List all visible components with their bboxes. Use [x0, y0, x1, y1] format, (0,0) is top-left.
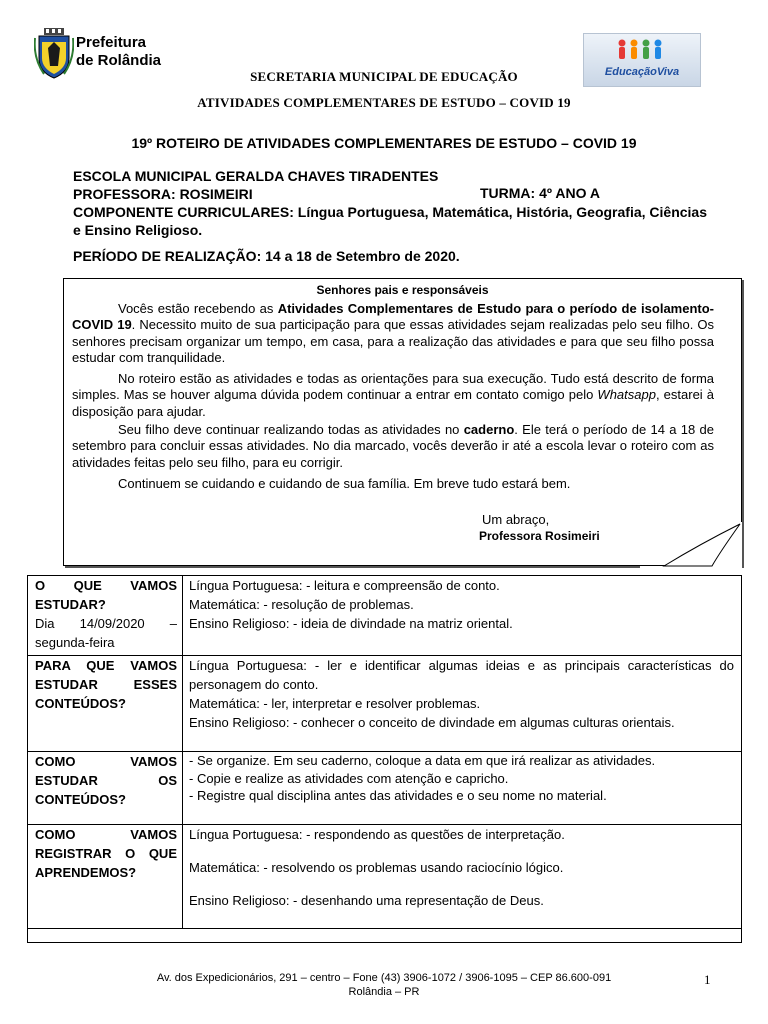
answer-line: Ensino Religioso: - conhecer o conceito de divindade em algumas culturas orientais.	[189, 715, 675, 730]
page-curl-decoration	[640, 522, 742, 568]
row-answer-what	[189, 576, 734, 633]
page-title: 19º ROTEIRO DE ATIVIDADES COMPLEMENTARES DE ESTUDO – COVID 19	[131, 135, 637, 151]
row-question-how-register: COMO VAMOS REGISTRAR O QUE APRENDEMOS?	[35, 827, 177, 880]
letter-paragraph-3: Seu filho deve continuar realizando todas as atividades no caderno. Ele terá o período de 14 a 18 de setembro para concluir essas atividades. No dia marcado, vocês deverão ir até a escola levar o roteiro com as atividades feitas pelo seu filho, para eu corrigir.	[72, 422, 715, 470]
letter-paragraph-2: No roteiro estão as atividades e todas as orientações para sua execução. Tudo está descrito de forma simples. Mas se houver alguma dúvida podem continuar a entrar em contato comigo pelo Whatsapp, estarei à disposição para ajudar.	[72, 371, 714, 419]
letter-signature: Professora Rosimeiri	[479, 529, 600, 543]
answer-line: Matemática: - ler, interpretar e resolver problemas.	[189, 696, 481, 711]
secretaria-heading: SECRETARIA MUNICIPAL DE EDUCAÇÃO	[250, 69, 518, 84]
row-question-what: O QUE VAMOS ESTUDAR?	[35, 578, 177, 612]
row-question-why: PARA QUE VAMOS ESTUDAR ESSES CONTEÚDOS?	[35, 658, 177, 711]
teacher-name: PROFESSORA: ROSIMEIRI	[73, 186, 253, 202]
row-answer-how-study	[189, 752, 734, 805]
answer-line: Língua Portuguesa: - leitura e compreensão de conto.	[189, 578, 500, 593]
educacao-viva-text: EducaçãoViva	[604, 66, 680, 78]
letter-greeting: Senhores pais e responsáveis	[316, 283, 489, 297]
study-plan-table	[27, 575, 742, 943]
row-date: Dia 14/09/2020 – segunda-feira	[35, 616, 177, 650]
answer-line: Matemática: - resolvendo os problemas usando raciocínio lógico.	[189, 860, 564, 875]
answer-line: Língua Portuguesa: - ler e identificar algumas ideias e as principais características do personagem do conto.	[189, 658, 734, 692]
answer-line: Ensino Religioso: - desenhando uma representação de Deus.	[189, 893, 544, 908]
answer-line: - Se organize. Em seu caderno, coloque a data em que irá realizar as atividades.	[189, 753, 656, 768]
answer-line: - Registre qual disciplina antes das atividades e o seu nome no material.	[189, 788, 607, 803]
atividades-heading: ATIVIDADES COMPLEMENTARES DE ESTUDO – COVID 19	[197, 95, 571, 110]
prefeitura-name	[76, 34, 161, 70]
curricular-components: COMPONENTE CURRICULARES: Língua Portuguesa, Matemática, História, Geografia, Ciências e Ensino Religioso.	[73, 204, 707, 238]
footer-address: Av. dos Expedicionários, 291 – centro – Fone (43) 3906-1072 / 3906-1095 – CEP 86.600-091	[156, 972, 612, 984]
answer-line: Matemática: - resolução de problemas.	[189, 597, 414, 612]
letter-paragraph-4: Continuem se cuidando e cuidando de sua família. Em breve tudo estará bem.	[118, 476, 571, 491]
letter-closing: Um abraço,	[482, 512, 550, 527]
prefeitura-line1: Prefeitura	[76, 34, 147, 51]
children-figures-icon	[614, 38, 670, 64]
answer-line: - Copie e realize as atividades com atenção e capricho.	[189, 770, 509, 786]
row-question-how-study: COMO VAMOS ESTUDAR OS CONTEÚDOS?	[35, 754, 177, 807]
table-row-divider	[28, 928, 741, 929]
school-name: ESCOLA MUNICIPAL GERALDA CHAVES TIRADENTES	[73, 168, 439, 184]
page-number: 1	[704, 972, 711, 987]
answer-line: Ensino Religioso: - ideia de divindade na matriz oriental.	[189, 616, 513, 631]
answer-line: Língua Portuguesa: - respondendo as questões de interpretação.	[189, 827, 565, 842]
period-of-realization: PERÍODO DE REALIZAÇÃO: 14 a 18 de Setembro de 2020.	[73, 248, 460, 264]
prefeitura-line2: de Rolândia	[76, 52, 162, 69]
class-name: TURMA: 4º ANO A	[480, 185, 600, 201]
footer-city: Rolândia – PR	[348, 986, 420, 998]
row-answer-how-register	[189, 825, 734, 910]
row-answer-why	[189, 656, 734, 732]
letter-paragraph-1: Vocês estão recebendo as Atividades Complementares de Estudo para o período de isolamento-COVID 19. Necessito muito de sua participação para que essas atividades sejam realizadas pelo seu filho. Os senhores precisam organizar um tempo, em casa, para a realização das atividades e para que seu filho possa estudar com tranquilidade.	[72, 301, 714, 366]
table-column-divider	[182, 576, 183, 928]
